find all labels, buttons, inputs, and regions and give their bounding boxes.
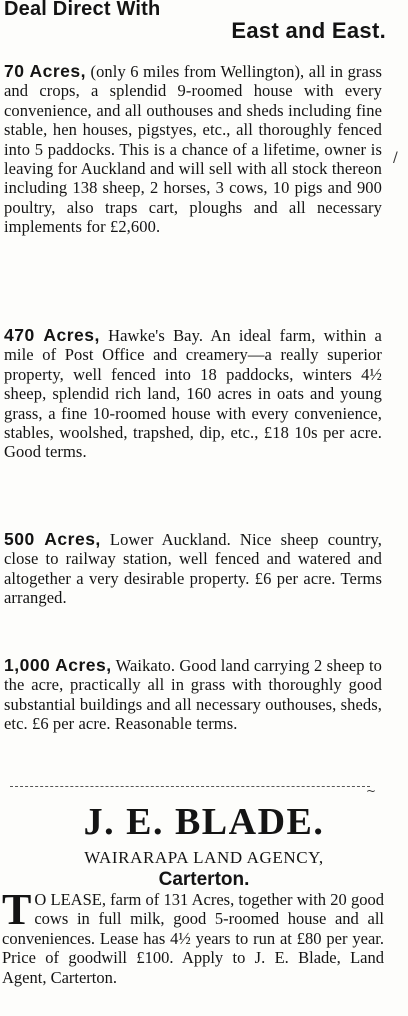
- print-speck: /: [393, 150, 398, 166]
- listing-acreage: 470 Acres,: [4, 325, 100, 345]
- listing-description: Hawke's Bay. An ideal farm, within a mile of Post Office and creamery—a really superior property, well fenced into 18 paddocks, winters 4½ sheep, splendid rich land, 160 acres in oats and young grass, a fine 10-roomed house with every convenience, stables, woolshed, trapshed, dip, etc., £18 10s per acre. Good terms.: [4, 326, 382, 462]
- agency-town: Carterton.: [158, 869, 250, 890]
- section-divider: [10, 786, 370, 787]
- listing-acreage: 500 Acres,: [4, 529, 101, 549]
- lease-text: O LEASE, farm of 131 Acres, together with 20 good cows in full milk, good 5-roomed house and all conveniences. Lease has 4½ years to run at £80 per year. Price of goodwill £100. Apply to J. E. Blade, Land Agent, Carterton.: [2, 890, 384, 987]
- listing-70-acres: [4, 62, 382, 237]
- lease-dropcap: T: [2, 885, 32, 934]
- listing-1000-acres: [4, 656, 382, 734]
- listing-description: Waikato. Good land carrying 2 sheep to the acre, practically all in grass with thoroughly good substantial buildings and all necessary outhouses, sheds, etc. £6 per acre. Reasonable terms.: [4, 656, 382, 734]
- headline-east-and-east: East and East.: [231, 18, 386, 43]
- listing-description: Lower Auckland. Nice sheep country, close to railway station, well fenced and watered and altogether a very desirable property. £6 per acre. Terms arranged.: [4, 530, 382, 608]
- listing-acreage: 70 Acres,: [4, 61, 86, 81]
- print-speck: ~: [366, 784, 377, 798]
- listing-acreage: 1,000 Acres,: [4, 655, 112, 675]
- headline-deal-direct: Deal Direct With: [4, 0, 161, 20]
- agency-name: WAIRARAPA LAND AGENCY,: [84, 848, 324, 867]
- agent-name: J. E. BLADE.: [83, 801, 325, 843]
- listing-470-acres: [4, 326, 382, 462]
- listing-500-acres: [4, 530, 382, 608]
- lease-notice: [2, 885, 384, 987]
- listing-description: (only 6 miles from Wellington), all in grass and crops, a splendid 9-roomed house with every convenience, and all outhouses and sheds including fine stable, hen houses, pigstyes, etc., all thoroughly fenced into 5 paddocks. This is a chance of a lifetime, owner is leaving for Auckland and will sell with all stock thereon including 138 sheep, 2 horses, 3 cows, 10 pigs and 900 poultry, also traps cart, ploughs and all necessary implements for £2,600.: [4, 62, 382, 237]
